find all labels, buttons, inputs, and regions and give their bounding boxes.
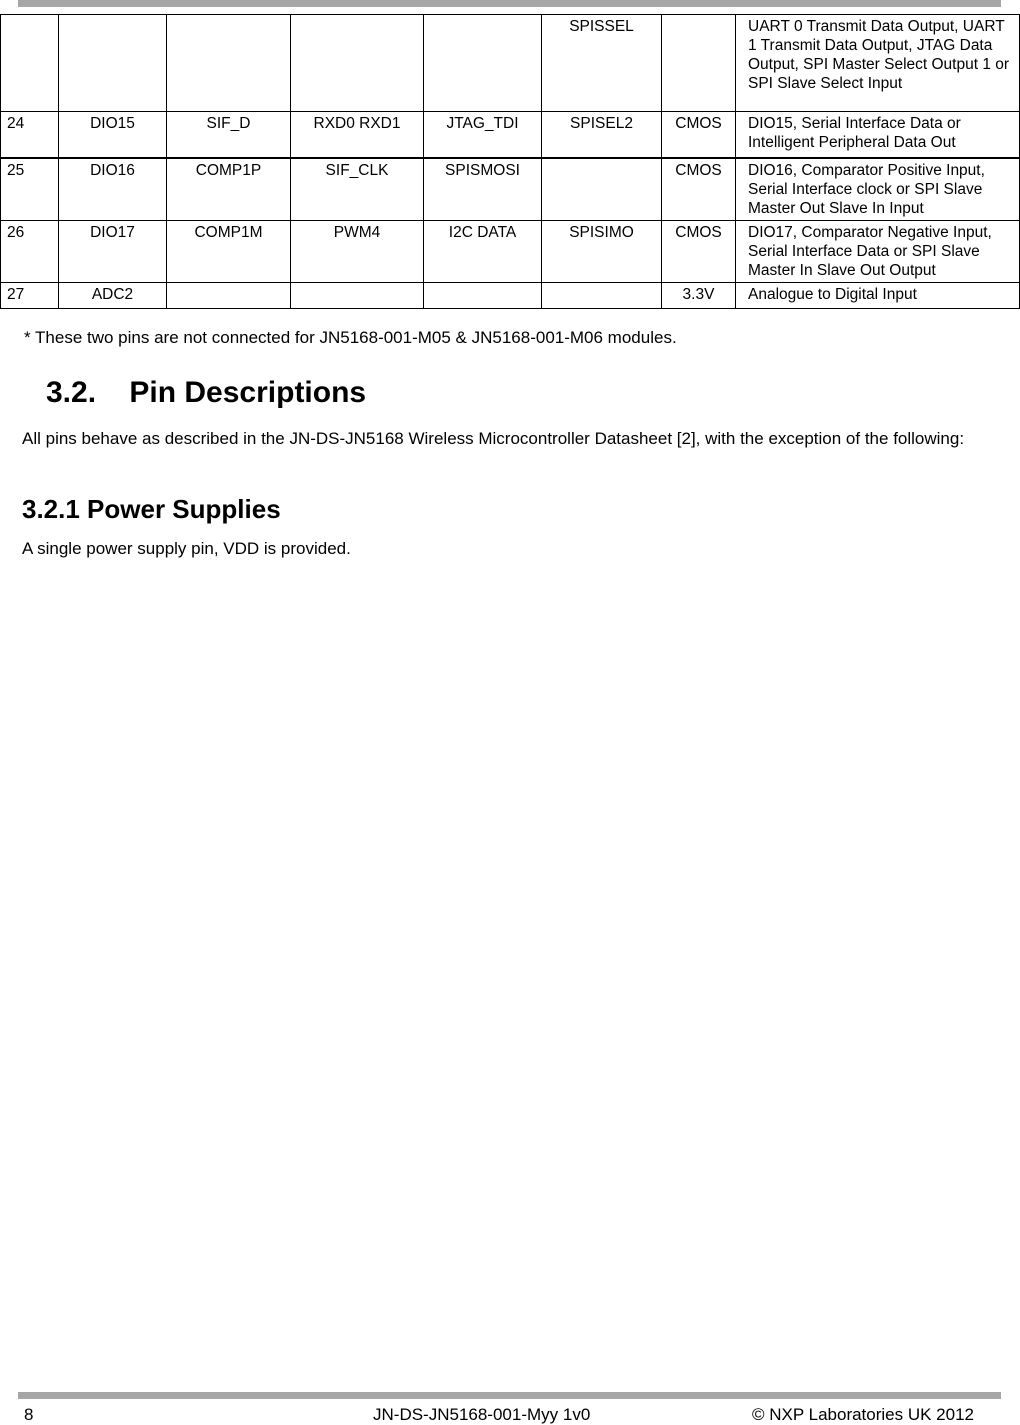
- alt-function-4-cell: SPISEL2: [542, 112, 662, 158]
- alt-function-3-cell: JTAG_TDI: [424, 112, 542, 158]
- table-row: [1, 15, 1020, 112]
- table-row: [1, 282, 1020, 308]
- alt-function-4-cell: [542, 158, 662, 221]
- alt-function-1-cell: [167, 15, 291, 112]
- alt-function-3-cell: [424, 15, 542, 112]
- subsection-heading: 3.2.1 Power Supplies: [22, 494, 281, 524]
- pin-number-cell: 27: [1, 282, 59, 308]
- footer-rule: [18, 1392, 1001, 1399]
- description-cell: DIO15, Serial Interface Data or Intelligent Peripheral Data Out: [736, 112, 1020, 158]
- description-cell: UART 0 Transmit Data Output, UART 1 Transmit Data Output, JTAG Data Output, SPI Master Select Output 1 or SPI Slave Select Input: [736, 15, 1020, 112]
- description-cell: DIO17, Comparator Negative Input, Serial Interface Data or SPI Slave Master In Slave Out Output: [736, 220, 1020, 282]
- alt-function-2-cell: RXD0 RXD1: [291, 112, 424, 158]
- primary-function-cell: DIO17: [59, 220, 167, 282]
- alt-function-1-cell: COMP1M: [167, 220, 291, 282]
- document-id: JN-DS-JN5168-001-Myy 1v0: [373, 1405, 591, 1424]
- alt-function-2-cell: SIF_CLK: [291, 158, 424, 221]
- alt-function-1-cell: COMP1P: [167, 158, 291, 221]
- signal-type-cell: CMOS: [662, 112, 736, 158]
- primary-function-cell: ADC2: [59, 282, 167, 308]
- section-heading: 3.2. Pin Descriptions: [46, 376, 367, 409]
- alt-function-4-cell: SPISIMO: [542, 220, 662, 282]
- subsection-body-text: A single power supply pin, VDD is provided.: [22, 539, 351, 558]
- description-cell: Analogue to Digital Input: [736, 282, 1020, 308]
- alt-function-2-cell: [291, 282, 424, 308]
- description-cell: DIO16, Comparator Positive Input, Serial Interface clock or SPI Slave Master Out Slave In Input: [736, 158, 1020, 221]
- alt-function-2-cell: [291, 15, 424, 112]
- signal-type-cell: CMOS: [662, 158, 736, 221]
- section-body-text: All pins behave as described in the JN-DS-JN5168 Wireless Microcontroller Datasheet [2], with the exception of the following:: [22, 429, 965, 448]
- table-row: [1, 112, 1020, 158]
- pin-number-cell: [1, 15, 59, 112]
- alt-function-3-cell: SPISMOSI: [424, 158, 542, 221]
- signal-type-cell: 3.3V: [662, 282, 736, 308]
- pin-number-cell: 25: [1, 158, 59, 221]
- table-row: [1, 158, 1020, 221]
- alt-function-3-cell: I2C DATA: [424, 220, 542, 282]
- pin-assignment-table: [0, 14, 1020, 309]
- primary-function-cell: DIO16: [59, 158, 167, 221]
- primary-function-cell: [59, 15, 167, 112]
- alt-function-1-cell: SIF_D: [167, 112, 291, 158]
- alt-function-2-cell: PWM4: [291, 220, 424, 282]
- alt-function-4-cell: SPISSEL: [542, 15, 662, 112]
- table-row: [1, 220, 1020, 282]
- pin-number-cell: 24: [1, 112, 59, 158]
- signal-type-cell: CMOS: [662, 220, 736, 282]
- primary-function-cell: DIO15: [59, 112, 167, 158]
- signal-type-cell: [662, 15, 736, 112]
- copyright-notice: © NXP Laboratories UK 2012: [752, 1405, 975, 1424]
- header-rule: [18, 0, 1001, 7]
- alt-function-3-cell: [424, 282, 542, 308]
- table-footnote: * These two pins are not connected for JN5168-001-M05 & JN5168-001-M06 modules.: [24, 328, 677, 347]
- alt-function-4-cell: [542, 282, 662, 308]
- alt-function-1-cell: [167, 282, 291, 308]
- pin-number-cell: 26: [1, 220, 59, 282]
- page-number: 8: [24, 1405, 34, 1424]
